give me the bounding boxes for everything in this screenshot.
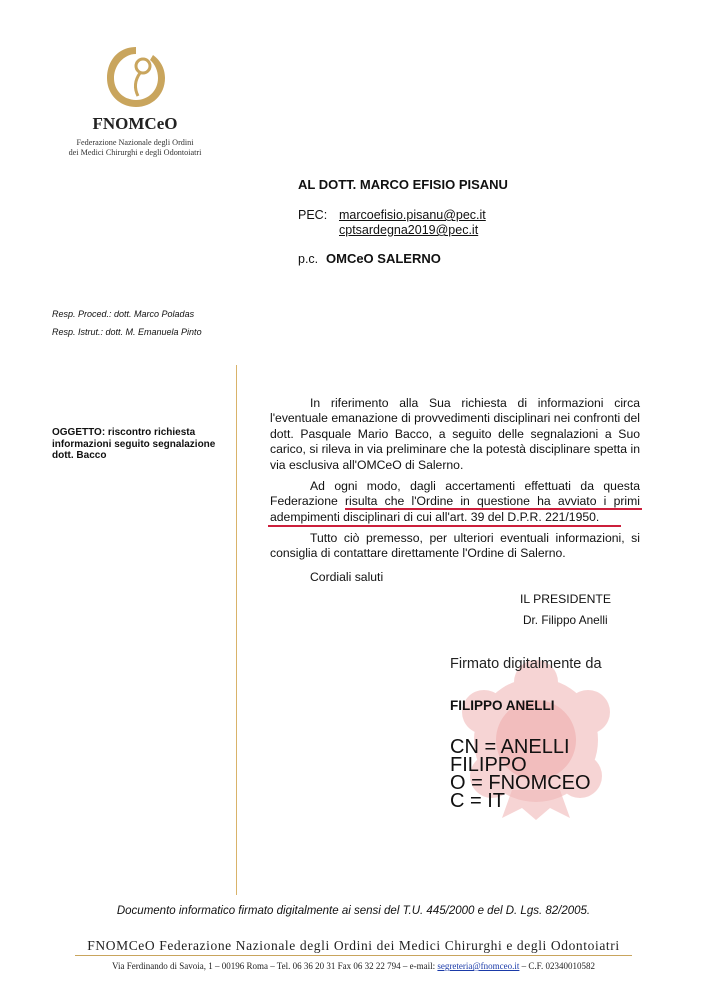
- cc-label: p.c.: [298, 252, 319, 266]
- footer-address: [0, 961, 707, 971]
- signature-details: [450, 738, 670, 810]
- signature-o: O = FNOMCEO: [450, 772, 591, 794]
- pec-email-1[interactable]: marcoefisio.pisanu@pec.it: [339, 208, 486, 222]
- footer-email-link[interactable]: segreteria@fnomceo.it: [437, 961, 520, 971]
- body-paragraph-1-text: In riferimento alla Sua richiesta di informazioni circa l'eventuale emanazione di provvedimenti disciplinari nei confronti del dott. Pasquale Mario Bacco, a seguito delle segnalazioni a Suo carico, si rileva in via preliminare che la potestà disciplinare spetta in via esclusiva all'OMCeO di Salerno.: [270, 396, 640, 472]
- body-paragraph-3-text: Tutto ciò premesso, per ulteriori eventuali informazioni, si consiglia di contattare direttamente l'Ordine di Salerno.: [270, 531, 640, 561]
- footer-address-text: Via Ferdinando di Savoia, 1 – 00196 Roma – Tel. 06 36 20 31 Fax 06 32 22 794 – e-mail:: [112, 961, 438, 971]
- president-title: IL PRESIDENTE: [520, 592, 611, 606]
- pec-label: PEC:: [298, 208, 328, 222]
- footer-organization: FNOMCeO Federazione Nazionale degli Ordini dei Medici Chirurghi e degli Odontoiatri: [87, 938, 620, 953]
- closing: Cordiali saluti: [310, 570, 384, 584]
- footer-fiscal-code: – C.F. 02340010582: [519, 961, 595, 971]
- addressee: AL DOTT. MARCO EFISIO PISANU: [298, 177, 508, 192]
- body-paragraph-3: [270, 531, 640, 562]
- body-paragraph-2: [270, 479, 640, 525]
- responsible-procedure: Resp. Proced.: dott. Marco Poladas: [52, 309, 195, 319]
- signature-name: FILIPPO ANELLI: [450, 698, 555, 713]
- responsible-instruction: Resp. Istrut.: dott. M. Emanuela Pinto: [52, 327, 202, 337]
- president-name: Dr. Filippo Anelli: [523, 613, 608, 627]
- brand-subtitle-line2: dei Medici Chirurghi e degli Odontoiatri: [68, 148, 202, 157]
- signature-cn: CN = ANELLI: [450, 736, 570, 758]
- signature-header: Firmato digitalmente da: [450, 656, 602, 672]
- brand-subtitle: [52, 138, 218, 158]
- highlight-underline-2: [268, 525, 621, 527]
- body-paragraph-2-text: Ad ogni modo, dagli accertamenti effettuati da questa Federazione risulta che l'Ordine in questione ha avviato i primi adempimenti disciplinari di cui all'art. 39 del D.P.R. 221/1950.: [270, 479, 640, 524]
- pec-email-2[interactable]: cptsardegna2019@pec.it: [339, 223, 479, 237]
- signature-cn-2: FILIPPO: [450, 754, 527, 776]
- footer-note: Documento informatico firmato digitalmente ai sensi del T.U. 445/2000 e del D. Lgs. 82/2005.: [116, 905, 591, 917]
- highlight-underline-1: [345, 508, 642, 510]
- signature-c: C = IT: [450, 790, 506, 812]
- footer-divider: [75, 955, 632, 956]
- cc-value: OMCeO SALERNO: [326, 251, 441, 266]
- brand-name: FNOMCeO: [92, 114, 178, 133]
- body-paragraph-1: [270, 396, 640, 473]
- fnomceo-logo-icon: [104, 44, 168, 110]
- margin-divider: [236, 365, 237, 895]
- subject: OGGETTO: riscontro richiesta informazioni seguito segnalazione dott. Bacco: [52, 427, 216, 461]
- brand-subtitle-line1: Federazione Nazionale degli Ordini: [76, 138, 194, 147]
